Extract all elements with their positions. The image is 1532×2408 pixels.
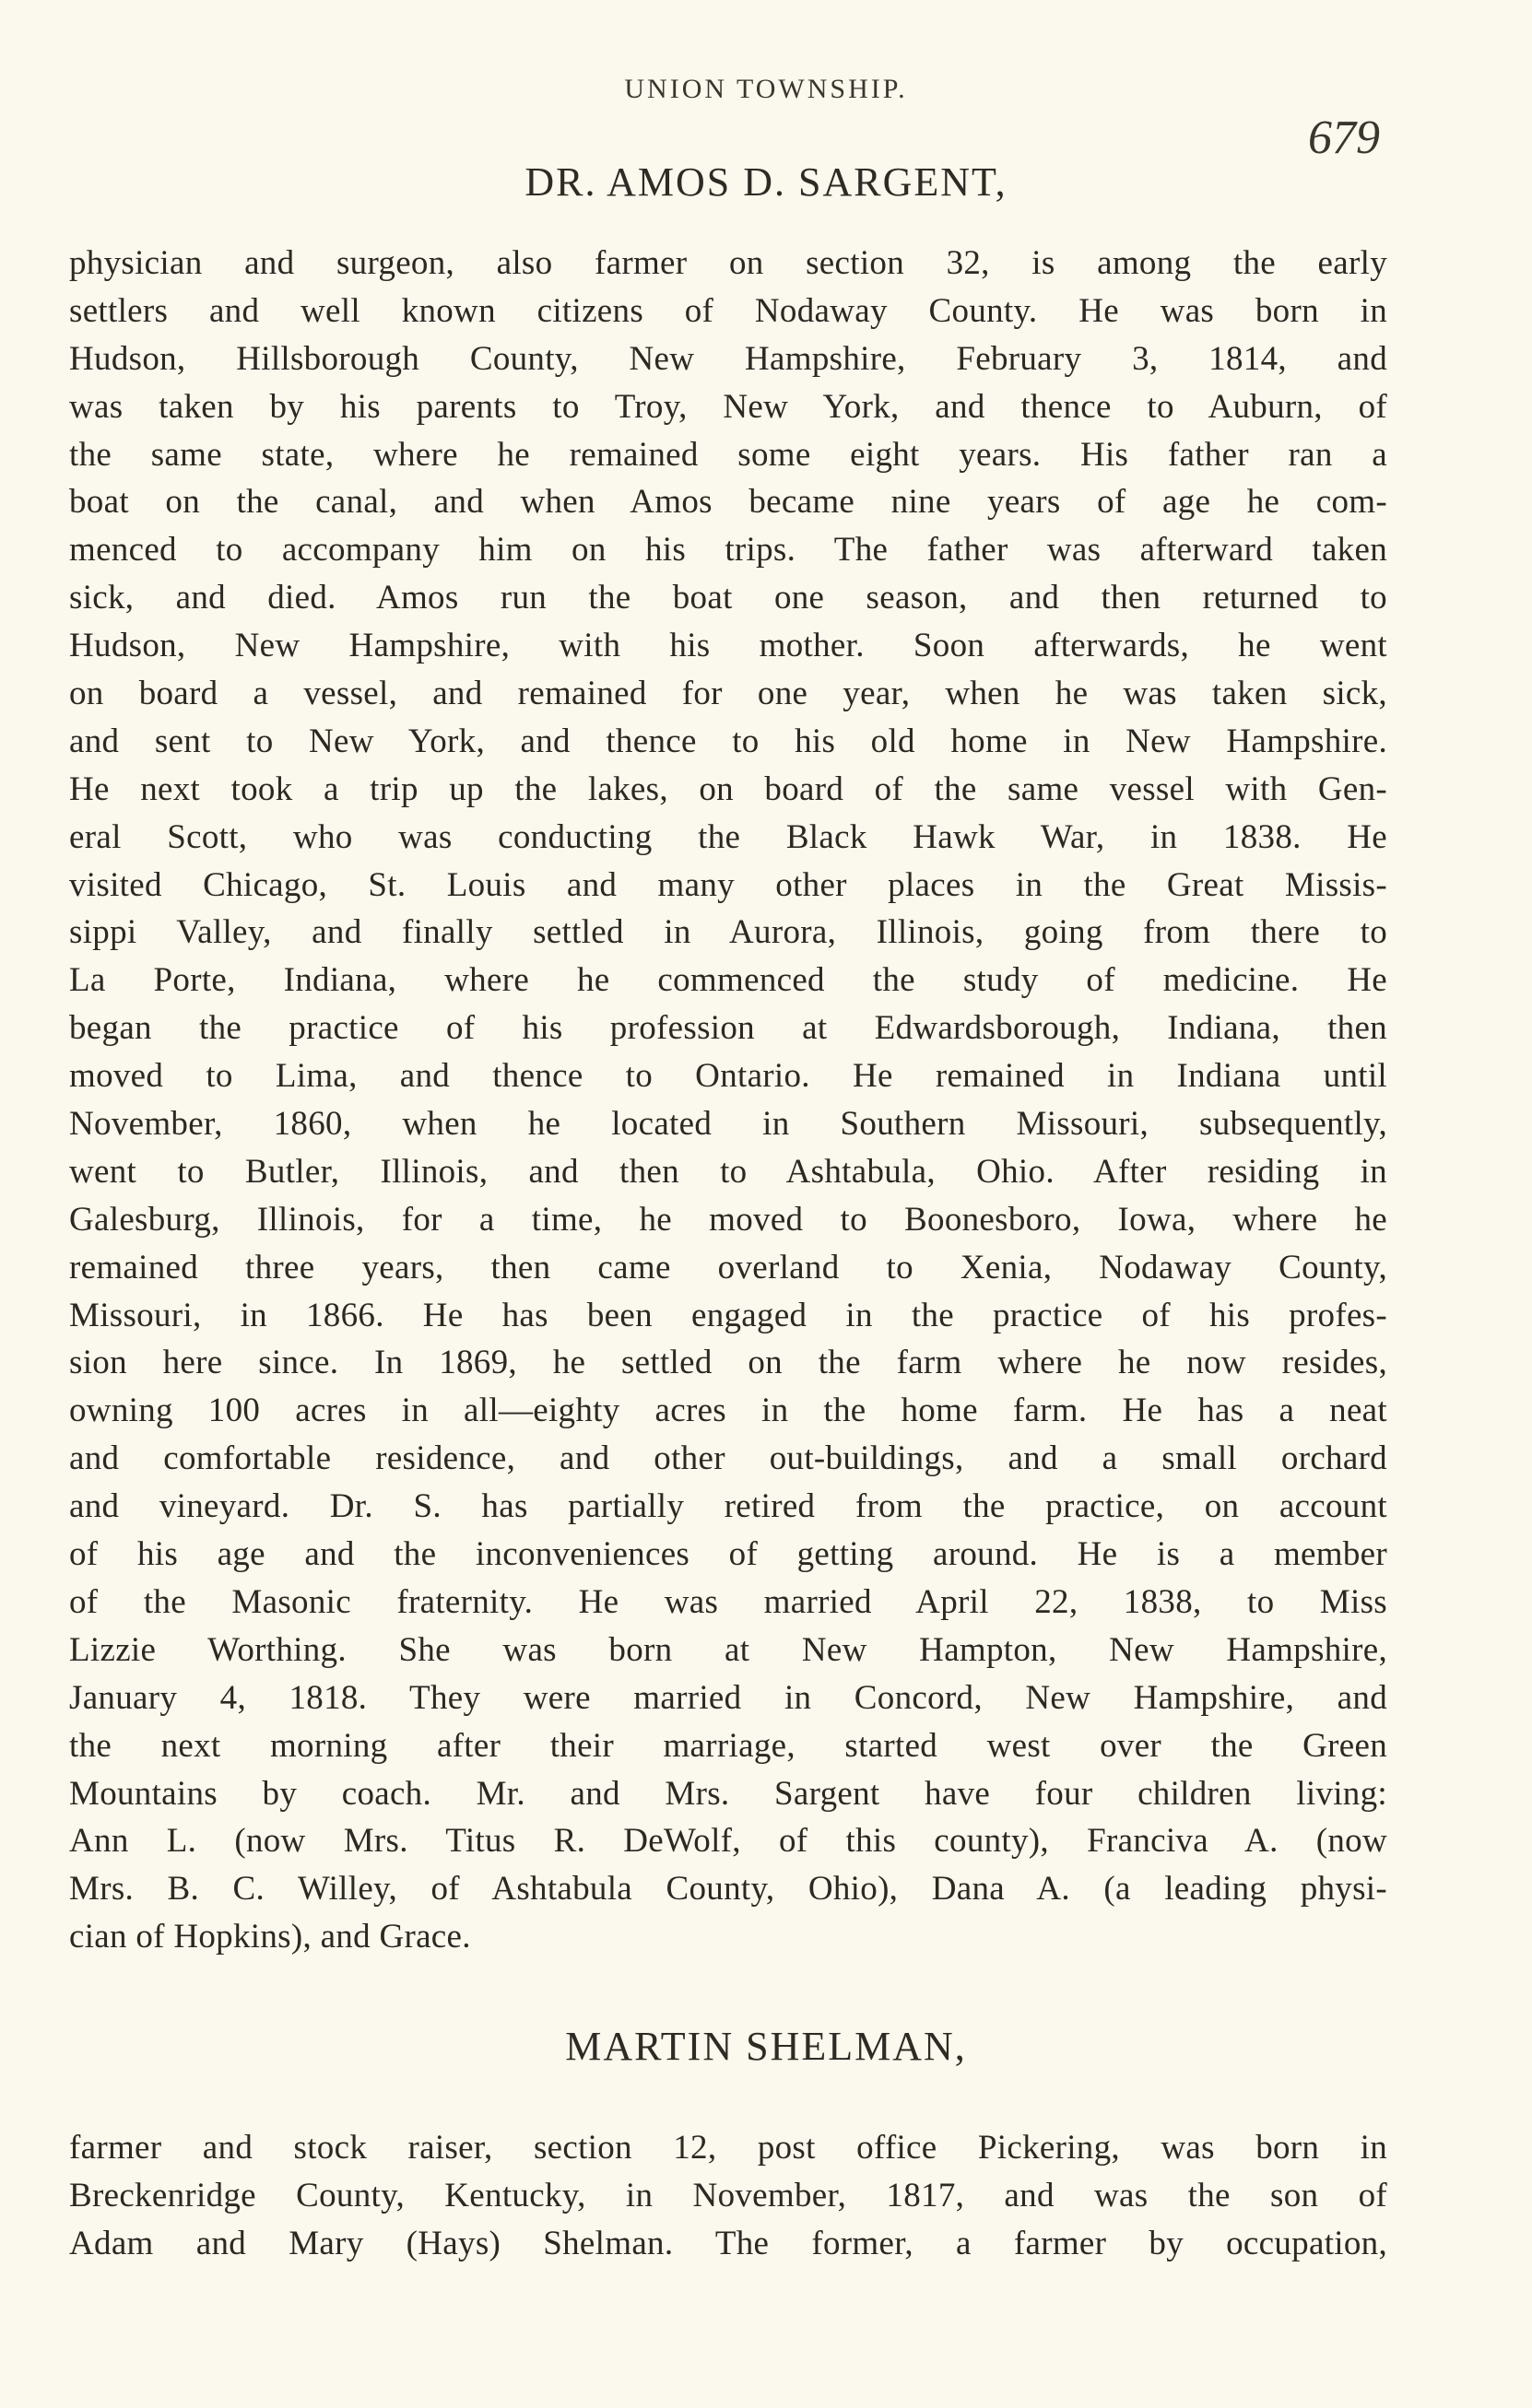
text-line: menced to accompany him on his trips. The father was afterward taken [69, 531, 1387, 570]
text-line: farmer and stock raiser, section 12, post office Pickering, was born in [69, 2129, 1387, 2167]
article-heading-sargent: DR. AMOS D. SARGENT, [524, 159, 1008, 205]
running-head: UNION TOWNSHIP. [624, 74, 908, 104]
text-line: was taken by his parents to Troy, New York, and thence to Auburn, of [69, 387, 1387, 426]
text-line: boat on the canal, and when Amos became nine years of age he com- [69, 483, 1387, 522]
text-line: Lizzie Worthing. She was born at New Hampton, New Hampshire, [69, 1630, 1387, 1669]
article-heading-shelman: MARTIN SHELMAN, [565, 2024, 967, 2069]
text-line: January 4, 1818. They were married in Concord, New Hampshire, and [69, 1678, 1387, 1717]
text-line: settlers and well known citizens of Nodaway County. He was born in [69, 291, 1387, 330]
text-line: moved to Lima, and thence to Ontario. He remained in Indiana until [69, 1057, 1387, 1096]
text-line: visited Chicago, St. Louis and many other places in the Great Missis- [69, 865, 1387, 904]
text-line: Adam and Mary (Hays) Shelman. The former, a farmer by occupation, [69, 2224, 1387, 2262]
text-line: and vineyard. Dr. S. has partially retired from the practice, on account [69, 1487, 1387, 1526]
text-line: began the practice of his profession at Edwardsborough, Indiana, then [69, 1009, 1387, 1048]
text-line: Galesburg, Illinois, for a time, he moved to Boonesboro, Iowa, where he [69, 1200, 1387, 1239]
text-line: sick, and died. Amos run the boat one season, and then returned to [69, 579, 1387, 617]
text-line: cian of Hopkins), and Grace. [69, 1918, 471, 1956]
text-line: eral Scott, who was conducting the Black Hawk War, in 1838. He [69, 817, 1387, 856]
text-line: and sent to New York, and thence to his old home in New Hampshire. [69, 722, 1387, 760]
text-line: sippi Valley, and finally settled in Aurora, Illinois, going from there to [69, 913, 1387, 952]
text-line: Mountains by coach. Mr. and Mrs. Sargent have four children living: [69, 1774, 1387, 1813]
text-line: Hudson, New Hampshire, with his mother. Soon afterwards, he went [69, 627, 1387, 665]
text-line: sion here since. In 1869, he settled on the farm where he now resides, [69, 1344, 1387, 1382]
text-line: remained three years, then came overland to Xenia, Nodaway County, [69, 1248, 1387, 1286]
article-body-shelman [69, 2124, 1387, 2268]
text-line: He next took a trip up the lakes, on board of the same vessel with Gen- [69, 769, 1387, 808]
text-line: Breckenridge County, Kentucky, in November, 1817, and was the son of [69, 2176, 1387, 2214]
text-line: La Porte, Indiana, where he commenced the study of medicine. He [69, 961, 1387, 1000]
article-body-sargent [69, 240, 1387, 1961]
page-number: 679 [1308, 112, 1380, 164]
text-line: Ann L. (now Mrs. Titus R. DeWolf, of this county), Franciva A. (now [69, 1822, 1387, 1861]
text-line: Hudson, Hillsborough County, New Hampshire, February 3, 1814, and [69, 339, 1387, 378]
text-line: the same state, where he remained some eight years. His father ran a [69, 435, 1387, 474]
text-line: owning 100 acres in all—eighty acres in the home farm. He has a neat [69, 1392, 1387, 1430]
text-line: of the Masonic fraternity. He was married April 22, 1838, to Miss [69, 1582, 1387, 1621]
text-line: the next morning after their marriage, started west over the Green [69, 1726, 1387, 1765]
text-line: of his age and the inconveniences of getting around. He is a member [69, 1535, 1387, 1574]
text-line: on board a vessel, and remained for one year, when he was taken sick, [69, 675, 1387, 713]
text-line: went to Butler, Illinois, and then to Ashtabula, Ohio. After residing in [69, 1152, 1387, 1191]
text-line: and comfortable residence, and other out-buildings, and a small orchard [69, 1439, 1387, 1478]
text-line: physician and surgeon, also farmer on section 32, is among the early [69, 244, 1387, 282]
text-line: Mrs. B. C. Willey, of Ashtabula County, Ohio), Dana A. (a leading physi- [69, 1870, 1387, 1909]
text-line: Missouri, in 1866. He has been engaged in the practice of his profes- [69, 1296, 1387, 1334]
text-line: November, 1860, when he located in Southern Missouri, subsequently, [69, 1105, 1387, 1144]
